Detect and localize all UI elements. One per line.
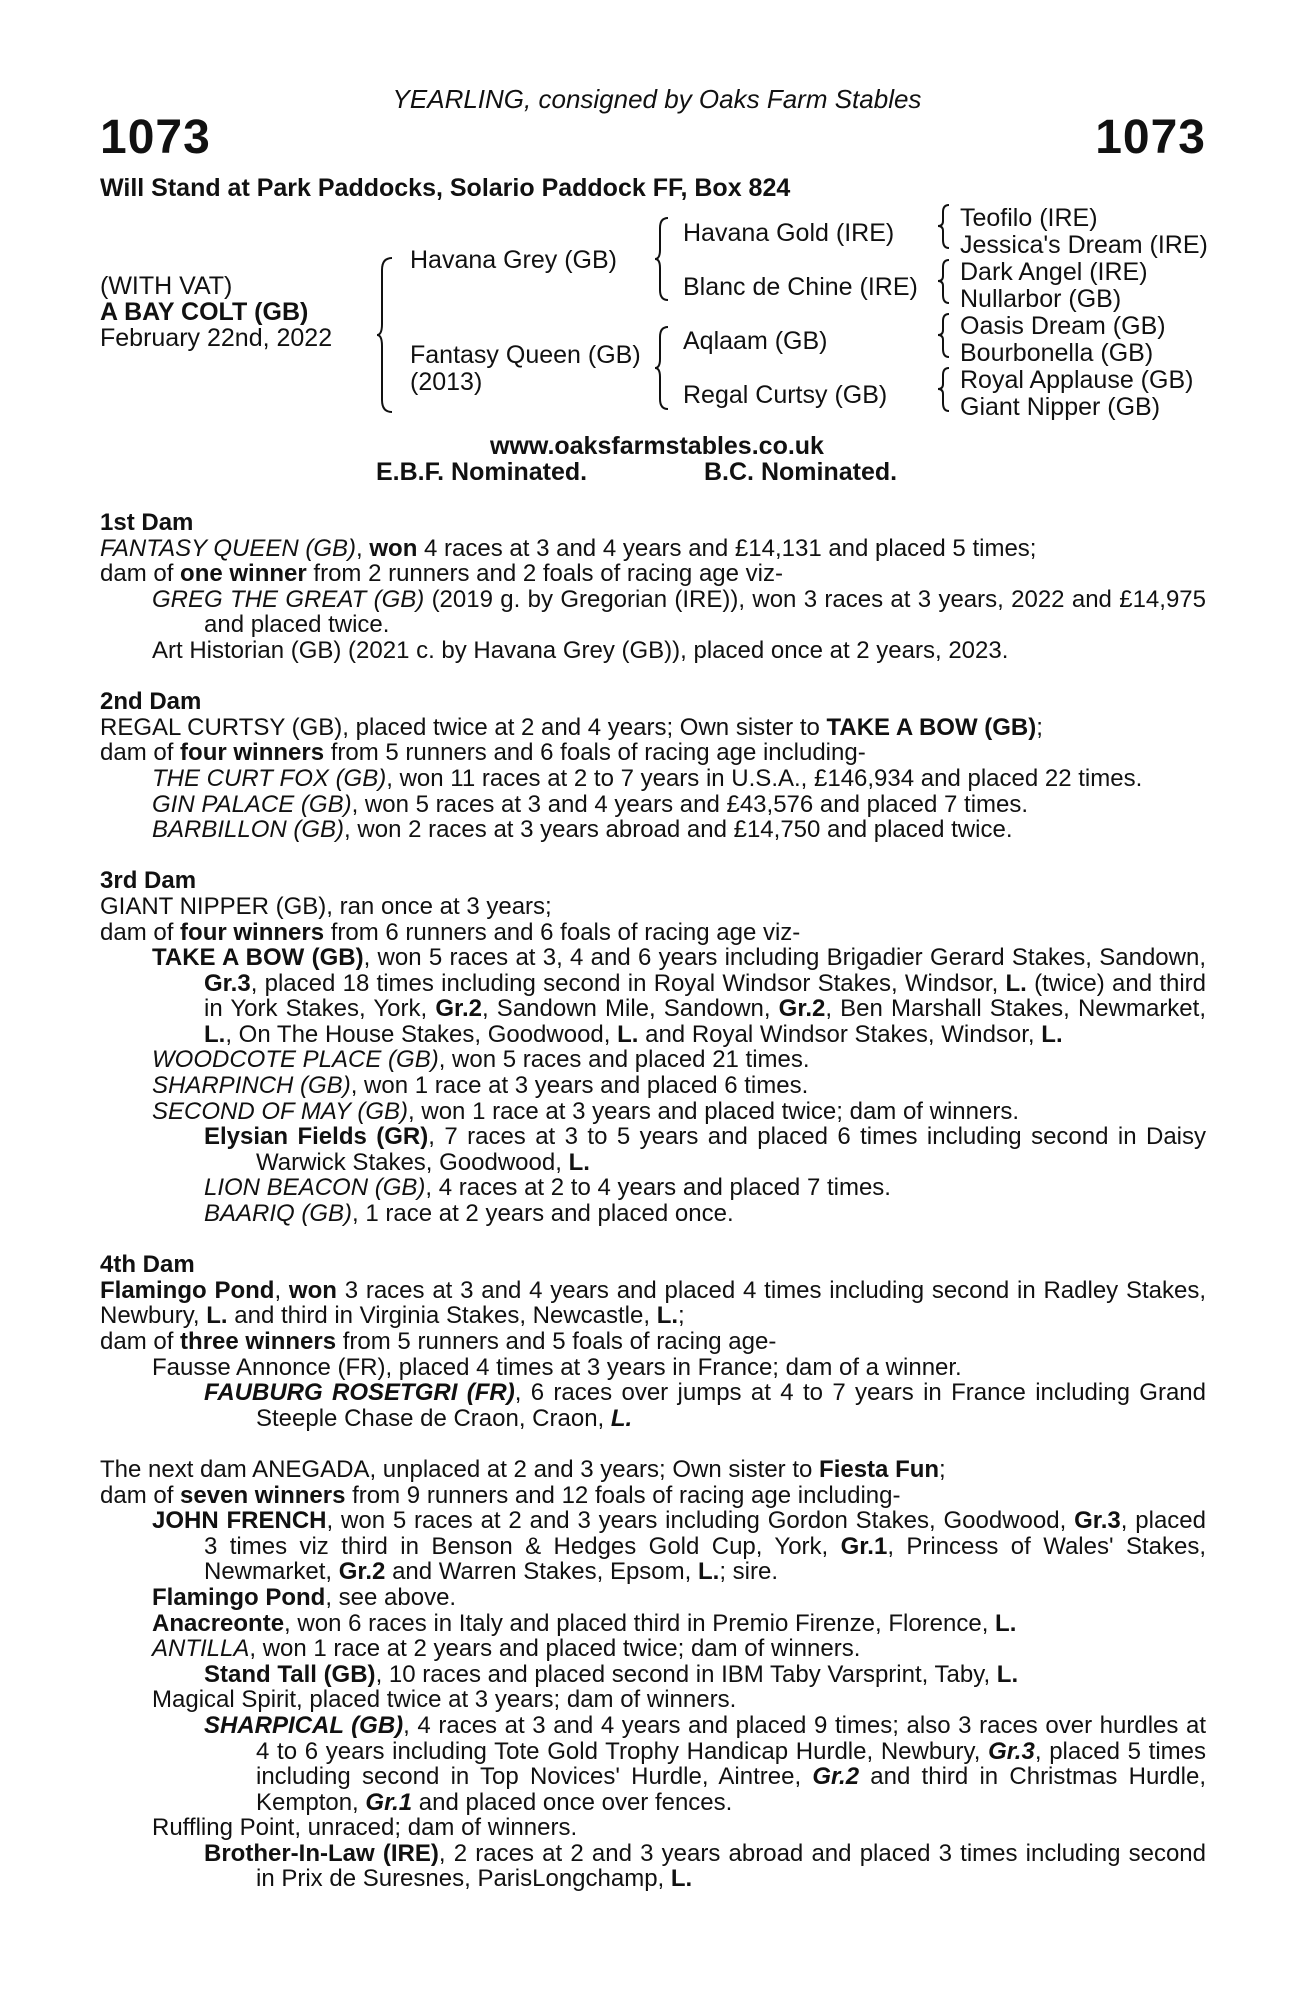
text-run: and third in Christmas Hurdle, Kempton, <box>256 1763 1206 1816</box>
text-run: won <box>288 1276 337 1304</box>
pedigree-dss: Oasis Dream (GB) <box>960 312 1166 340</box>
entry-paragraph <box>152 817 1206 843</box>
text-run: , won 1 race at 3 years and placed 6 times. <box>350 1072 809 1100</box>
pedigree-dam-year: (2013) <box>410 368 483 396</box>
text-run: and third in Virginia Stakes, Newcastle, <box>227 1302 657 1330</box>
text-run: L. <box>206 1302 228 1330</box>
pedigree-ssd: Jessica's Dream (IRE) <box>960 231 1208 259</box>
entry-paragraph <box>152 638 1206 664</box>
entry-paragraph <box>204 1201 1206 1227</box>
bc-nomination: B.C. Nominated. <box>704 458 898 486</box>
text-run: TAKE A BOW (GB) <box>152 944 364 972</box>
text-run: , Princess of Wales' Stakes, Newmarket, <box>204 1532 1207 1586</box>
text-run: , won 1 race at 2 years and placed twice; dam of winners. <box>249 1635 861 1663</box>
text-run: Gr.2 <box>812 1763 860 1791</box>
text-run: L. <box>1005 969 1027 997</box>
pedigree-sdd: Nullarbor (GB) <box>960 285 1122 313</box>
entry-paragraph <box>152 792 1206 818</box>
text-run: dam of <box>100 739 181 767</box>
pedigree-brace-dd <box>937 366 953 413</box>
pedigree-brace-ds <box>937 312 953 359</box>
website: www.oaksfarmstables.co.uk <box>490 432 824 460</box>
entry-paragraph <box>100 1329 1206 1355</box>
entry-paragraph <box>100 536 1206 562</box>
text-run: from 2 runners and 2 foals of racing age viz- <box>306 560 783 588</box>
pedigree-dsd: Bourbonella (GB) <box>960 339 1154 367</box>
entry-paragraph <box>152 1508 1206 1585</box>
pedigree-brace-ss <box>937 203 953 250</box>
text-run: Gr.1 <box>365 1788 413 1816</box>
text-run: , 10 races and placed second in IBM Taby Varsprint, Taby, <box>375 1660 997 1688</box>
text-run: , <box>274 1276 289 1304</box>
text-run: TAKE A BOW (GB) <box>826 713 1037 741</box>
text-run: dam of <box>100 560 181 588</box>
catalogue-body <box>100 510 1206 1918</box>
text-run: , won 5 races at 3, 4 and 6 years including Brigadier Gerard Stakes, Sandown, <box>363 944 1206 972</box>
text-run: Gr.3 <box>988 1737 1035 1765</box>
text-run: ; <box>1036 713 1043 741</box>
entry-paragraph <box>100 894 1206 920</box>
entry-paragraph <box>204 1124 1206 1175</box>
text-run: Fiesta Fun <box>819 1455 940 1483</box>
text-run: dam of <box>100 1328 181 1355</box>
text-run: , On The House Stakes, Goodwood, <box>225 1020 618 1048</box>
text-run: GIN PALACE (GB) <box>152 790 352 818</box>
text-run: seven winners <box>180 1481 346 1509</box>
entry-paragraph <box>204 1380 1206 1431</box>
text-run: , won 5 races at 2 and 3 years including Gordon Stakes, Goodwood, <box>326 1507 1075 1535</box>
text-run: LION BEACON (GB) <box>204 1174 426 1202</box>
text-run: three winners <box>180 1328 337 1355</box>
text-run: SHARPINCH (GB) <box>152 1072 351 1100</box>
text-run: , 4 races at 3 and 4 years and placed 9 times; also 3 races over hurdles at 4 to 6 years including Tote Gold Trophy Handicap Hurdle, Newbury, <box>256 1711 1206 1765</box>
text-run: 4 races at 3 and 4 years and £14,131 and placed 5 times; <box>417 534 1037 562</box>
text-run: and Warren Stakes, Epsom, <box>385 1558 698 1586</box>
text-run: GREG THE GREAT (GB) <box>152 585 425 613</box>
text-run: BAARIQ (GB) <box>204 1200 353 1228</box>
pedigree-dds: Royal Applause (GB) <box>960 366 1194 394</box>
text-run: L. <box>670 1865 693 1893</box>
text-run: won <box>369 534 418 562</box>
entry-paragraph <box>100 715 1206 741</box>
entry-paragraph <box>152 1815 1206 1841</box>
vat-note: (WITH VAT) <box>100 272 233 300</box>
text-run: ; <box>939 1455 946 1483</box>
section-heading: 1st Dam <box>100 509 194 536</box>
pedigree-brace-sd <box>937 258 953 305</box>
text-run: Flamingo Pond <box>152 1583 326 1611</box>
entry-paragraph <box>152 587 1206 638</box>
text-run: 3 races at 3 and 4 years and placed 4 times including second in Radley Stakes, Newbury, <box>100 1276 1207 1330</box>
entry-paragraph <box>100 1278 1206 1329</box>
text-run: The next dam ANEGADA, unplaced at 2 and 3 years; Own sister to <box>100 1455 820 1483</box>
pedigree-sire: Havana Grey (GB) <box>410 246 618 274</box>
pedigree-sd: Blanc de Chine (IRE) <box>683 273 918 301</box>
entry-paragraph <box>100 740 1206 766</box>
text-run: L. <box>996 1660 1019 1688</box>
pedigree-brace-dam <box>654 325 672 411</box>
text-run: , Sandown Mile, Sandown, <box>482 995 779 1023</box>
pedigree-dam: Fantasy Queen (GB) <box>410 341 641 369</box>
text-run: from 5 runners and 5 foals of racing age- <box>336 1328 777 1355</box>
text-run: (2019 g. by Gregorian (IRE)), won 3 races at 3 years, 2022 and £14,975 and placed twice. <box>204 585 1206 639</box>
text-run: L. <box>204 1020 226 1048</box>
entry-paragraph <box>152 1355 1206 1381</box>
entry-paragraph <box>100 561 1206 587</box>
text-run: Gr.3 <box>1074 1507 1121 1535</box>
entry-paragraph <box>152 1687 1206 1713</box>
text-run: Ruffling Point, unraced; dam of winners. <box>152 1814 578 1842</box>
pedigree-sds: Dark Angel (IRE) <box>960 258 1148 286</box>
entry-paragraph <box>100 1483 1206 1509</box>
text-run: L. <box>656 1302 679 1330</box>
text-run: , placed 18 times including second in Royal Windsor Stakes, Windsor, <box>250 969 1006 997</box>
pedigree-section <box>100 510 1206 664</box>
pedigree-brace-main <box>376 256 396 414</box>
section-heading: 4th Dam <box>100 1251 195 1279</box>
text-run: SECOND OF MAY (GB) <box>152 1097 409 1125</box>
text-run: THE CURT FOX (GB) <box>152 764 387 792</box>
text-run: WOODCOTE PLACE (GB) <box>152 1046 439 1074</box>
entry-paragraph <box>204 1662 1206 1688</box>
text-run: Anacreonte <box>152 1609 285 1637</box>
pedigree-section <box>100 689 1206 843</box>
entry-paragraph <box>204 1713 1206 1815</box>
text-run: REGAL CURTSY (GB), placed twice at 2 and 4 years; Own sister to <box>100 713 827 741</box>
text-run: Gr.1 <box>840 1532 888 1560</box>
text-run: , won 5 races and placed 21 times. <box>438 1046 810 1074</box>
entry-paragraph <box>100 920 1206 946</box>
text-run: , won 11 races at 2 to 7 years in U.S.A., £146,934 and placed 22 times. <box>386 764 1143 792</box>
pedigree-sss: Teofilo (IRE) <box>960 204 1098 232</box>
text-run: , placed 5 times including second in Top Novices' Hurdle, Aintree, <box>256 1737 1206 1791</box>
entry-paragraph <box>152 1047 1206 1073</box>
text-run: , see above. <box>325 1583 457 1611</box>
entry-paragraph <box>152 1585 1206 1611</box>
lot-number-left: 1073 <box>100 111 211 164</box>
text-run: Stand Tall (GB) <box>204 1660 376 1688</box>
entry-paragraph <box>204 1175 1206 1201</box>
text-run: L. <box>995 1609 1017 1637</box>
text-run: ANTILLA <box>152 1635 250 1663</box>
text-run: Magical Spirit, placed twice at 3 years; dam of winners. <box>152 1686 737 1714</box>
text-run: FANTASY QUEEN (GB) <box>100 534 357 562</box>
entry-paragraph <box>152 1636 1206 1662</box>
subject-dob: February 22nd, 2022 <box>100 324 333 352</box>
text-run: Flamingo Pond <box>100 1276 275 1304</box>
pedigree-brace-sire <box>654 216 672 302</box>
entry-paragraph <box>152 945 1206 1047</box>
text-run: SHARPICAL (GB) <box>204 1711 404 1739</box>
text-run: , 4 races at 2 to 4 years and placed 7 times. <box>425 1174 891 1202</box>
text-run: , <box>356 534 370 562</box>
text-run: L. <box>1041 1020 1063 1048</box>
text-run: dam of <box>100 1481 181 1509</box>
text-run: Fausse Annonce (FR), placed 4 times at 3 years in France; dam of a winner. <box>152 1353 962 1381</box>
pedigree-section <box>100 1457 1206 1892</box>
section-heading: 3rd Dam <box>100 867 197 895</box>
text-run: FAUBURG ROSETGRI (FR) <box>204 1379 515 1407</box>
text-run: L. <box>568 1148 590 1176</box>
text-run: Gr.3 <box>204 969 251 997</box>
pedigree-dd: Regal Curtsy (GB) <box>683 381 888 409</box>
text-run: , 7 races at 3 to 5 years and placed 6 times including second in Daisy Warwick Stakes, Goodwood, <box>256 1123 1207 1176</box>
text-run: Brother-In-Law (IRE) <box>204 1839 439 1867</box>
text-run: from 5 runners and 6 foals of racing age including- <box>324 739 866 767</box>
text-run: Gr.2 <box>338 1558 386 1586</box>
text-run: Gr.2 <box>778 995 826 1023</box>
entry-paragraph <box>152 1611 1206 1637</box>
text-run: , 6 races over jumps at 4 to 7 years in France including Grand Steeple Chase de Craon, Craon, <box>256 1379 1206 1432</box>
text-run: dam of <box>100 918 181 946</box>
lot-number-right: 1073 <box>1095 111 1206 164</box>
text-run: from 9 runners and 12 foals of racing age including- <box>345 1481 901 1509</box>
text-run: one winner <box>180 560 307 588</box>
entry-paragraph <box>152 1073 1206 1099</box>
entry-paragraph <box>152 1099 1206 1125</box>
text-run: L. <box>610 1404 633 1432</box>
subtitle: YEARLING, consigned by Oaks Farm Stables <box>392 84 922 114</box>
text-run: Gr.2 <box>435 995 483 1023</box>
text-run: Elysian Fields (GR) <box>204 1123 429 1151</box>
text-run: ; <box>678 1302 685 1330</box>
text-run: , Ben Marshall Stakes, Newmarket, <box>825 995 1206 1023</box>
text-run: , 2 races at 2 and 3 years abroad and placed 3 times including second in Prix de Suresnes, ParisLongchamp, <box>256 1839 1206 1893</box>
text-run: and placed once over fences. <box>412 1788 733 1816</box>
text-run: and Royal Windsor Stakes, Windsor, <box>638 1020 1042 1048</box>
entry-paragraph <box>152 766 1206 792</box>
text-run: , won 1 race at 3 years and placed twice; dam of winners. <box>408 1097 1020 1125</box>
text-run: , won 6 races in Italy and placed third in Premio Firenze, Florence, <box>284 1609 996 1637</box>
text-run: four winners <box>180 918 325 946</box>
text-run: four winners <box>180 739 325 767</box>
pedigree-section <box>100 868 1206 1226</box>
pedigree-ds: Aqlaam (GB) <box>683 327 828 355</box>
stand-location: Will Stand at Park Paddocks, Solario Paddock FF, Box 824 <box>100 174 791 202</box>
text-run: , won 2 races at 3 years abroad and £14,750 and placed twice. <box>344 816 1013 844</box>
text-run: L. <box>697 1558 720 1586</box>
subject-title: A BAY COLT (GB) <box>100 298 309 326</box>
text-run: Art Historian (GB) (2021 c. by Havana Grey (GB)), placed once at 2 years, 2023. <box>152 636 1009 664</box>
text-run: , placed 3 times viz third in Benson & Hedges Gold Cup, York, <box>204 1507 1207 1560</box>
text-run: JOHN FRENCH <box>152 1507 327 1535</box>
text-run: L. <box>617 1020 639 1048</box>
ebf-nomination: E.B.F. Nominated. <box>376 458 588 486</box>
section-heading: 2nd Dam <box>100 688 202 716</box>
text-run: (twice) and third in York Stakes, York, <box>204 969 1206 1023</box>
text-run: from 6 runners and 6 foals of racing age viz- <box>324 918 801 946</box>
entry-paragraph <box>204 1841 1206 1892</box>
text-run: BARBILLON (GB) <box>152 816 345 844</box>
entry-paragraph <box>100 1457 1206 1483</box>
pedigree-section <box>100 1252 1206 1431</box>
text-run: , won 5 races at 3 and 4 years and £43,576 and placed 7 times. <box>351 790 1029 818</box>
pedigree-ss: Havana Gold (IRE) <box>683 219 895 247</box>
pedigree-ddd: Giant Nipper (GB) <box>960 393 1161 421</box>
text-run: , 1 race at 2 years and placed once. <box>352 1200 734 1228</box>
text-run: ; sire. <box>719 1558 778 1586</box>
text-run: GIANT NIPPER (GB), ran once at 3 years; <box>100 892 552 920</box>
